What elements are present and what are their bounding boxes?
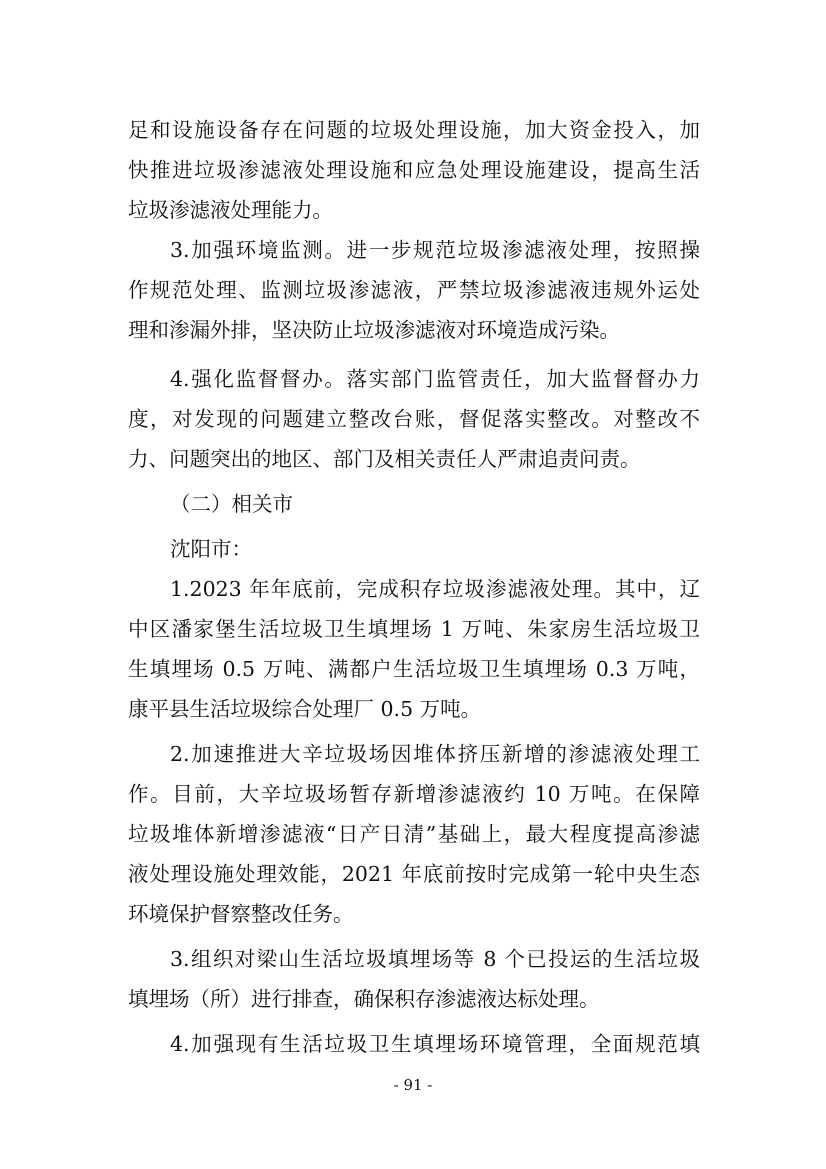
text-line: 生填埋场 0.5 万吨、满都户生活垃圾卫生填埋场 0.3 万吨， bbox=[128, 657, 700, 681]
text-line: 2.加速推进大辛垃圾场因堆体挤压新增的渗滤液处理工 bbox=[170, 742, 700, 766]
text-line: 作。目前，大辛垃圾场暂存新增渗滤液约 10 万吨。在保障 bbox=[128, 782, 700, 806]
city-heading: 沈阳市： bbox=[170, 537, 252, 561]
text-line: 足和设施设备存在问题的垃圾处理设施，加大资金投入，加 bbox=[128, 118, 700, 142]
text-line: 理和渗漏外排，坚决防止垃圾渗滤液对环境造成污染。 bbox=[128, 318, 620, 342]
text-line: 4.加强现有生活垃圾卫生填埋场环境管理，全面规范填 bbox=[170, 1032, 700, 1056]
text-line: 力、问题突出的地区、部门及相关责任人严肃追责问责。 bbox=[128, 447, 641, 471]
text-line: 作规范处理、监测垃圾渗滤液，严禁垃圾渗滤液违规外运处 bbox=[128, 278, 700, 302]
page-number: - 91 - bbox=[393, 1076, 433, 1094]
text-line: 中区潘家堡生活垃圾卫生填埋场 1 万吨、朱家房生活垃圾卫 bbox=[128, 617, 700, 641]
text-line: 填埋场（所）进行排查，确保积存渗滤液达标处理。 bbox=[128, 987, 600, 1011]
text-line: 3.加强环境监测。进一步规范垃圾渗滤液处理，按照操 bbox=[170, 238, 700, 262]
section-heading: （二）相关市 bbox=[170, 492, 293, 516]
text-line: 快推进垃圾渗滤液处理设施和应急处理设施建设，提高生活 bbox=[128, 158, 700, 182]
text-line: 垃圾渗滤液处理能力。 bbox=[128, 198, 333, 222]
text-line: 环境保护督察整改任务。 bbox=[128, 902, 354, 926]
text-line: 4.强化监督督办。落实部门监管责任，加大监督督办力 bbox=[170, 367, 700, 391]
text-line: 液处理设施处理效能，2021 年底前按时完成第一轮中央生态 bbox=[128, 862, 700, 886]
text-line: 3.组织对梁山生活垃圾填埋场等 8 个已投运的生活垃圾 bbox=[170, 947, 700, 971]
text-line: 康平县生活垃圾综合处理厂 0.5 万吨。 bbox=[128, 697, 482, 721]
text-line: 垃圾堆体新增渗滤液“日产日清”基础上，最大程度提高渗滤 bbox=[128, 822, 700, 846]
text-line: 度，对发现的问题建立整改台账，督促落实整改。对整改不 bbox=[128, 407, 700, 431]
text-line: 1.2023 年年底前，完成积存垃圾渗滤液处理。其中，辽 bbox=[170, 577, 700, 601]
